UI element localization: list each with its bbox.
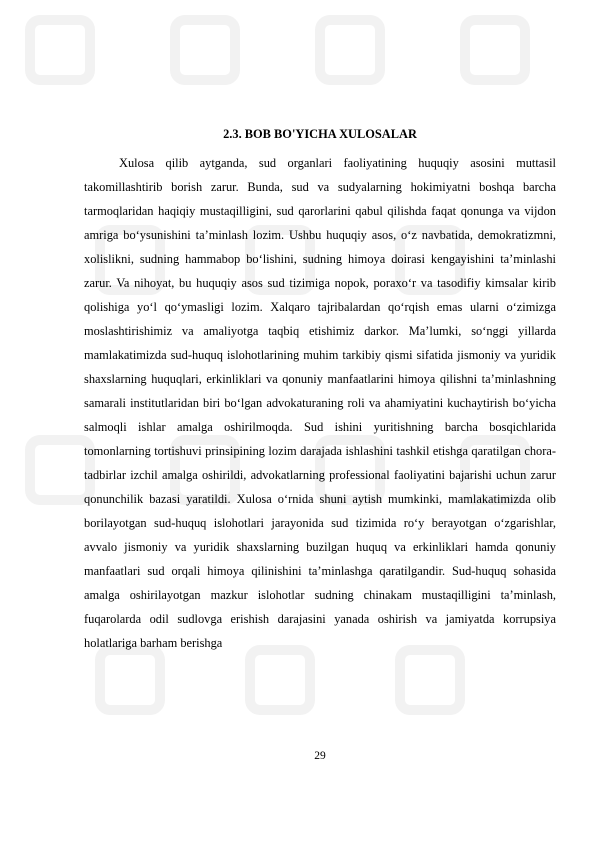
section-heading: 2.3. BOB BO'YICHA XULOSALAR: [223, 127, 417, 141]
page-number: 29: [314, 750, 326, 762]
body-paragraph: Xulosa qilib aytganda, sud organlari faoliyatining huquqiy asosini muttasil takomillashtirib borish zarur. Bunda, sud va sudyalarning hokimiyatni boshqa barcha tarmoqlaridan haqiqiy mustaqilligini, sud qarorlarini qabul qilishda faqat qonunga va vijdon amriga bo‘ysunishini ta’minlash lozim. Ushbu huquqiy asos, o‘z navbatida, demokratizmni, xolislikni, sudning hammabop bo‘lishini, sudning himoya doirasi kengayishini ta’minlashi zarur. Va nihoyat, bu huquqiy asos sud tizimiga nopok, poraxo‘r va tasodifiy kimsalar kirib qolishiga yo‘l qo‘ymasligi lozim. Xalqaro tajribalardan qo‘rqish emas ularni o‘zimizga moslashtirishimiz va amaliyotga taqbiq etishimiz darkor. Ma’lumki, so‘nggi yillarda mamlakatimizda sud-huquq islohotlarining muhim tarkibiy qismi sifatida jismoniy va yuridik shaxslarning huquqlari, erkinliklari va qonuniy manfaatlarini himoya qilishni ta’minlashning samarali institutlaridan biri bo‘lgan advokaturaning roli va ahamiyatini kuchaytirish bo‘yicha salmoqli ishlar amalga oshirilmoqda. Sud ishini yuritishning barcha bosqichlarida tomonlarning tortishuvi prinsipining lozim darajada ishlashini tashkil etishga qaratilgan chora-tadbirlar izchil amalga oshirildi, advokatlarning professional faoliyatini bajarishi uchun zarur qonunchilik bazasi yaratildi. Xulosa o‘rnida shuni aytish mumkinki, mamlakatimizda olib borilayotgan sud-huquq islohotlari jarayonida sud tizimida ro‘y berayotgan o‘zgarishlar, avvalo jismoniy va yuridik shaxslarning buzilgan huquq va erkinliklari hamda qonuniy manfaatlari sud orqali himoya qilinishini ta’minlashga qaratilgandir. Sud-huquq sohasida amalga oshirilayotgan mazkur islohotlar sudning chinakam mustaqilligini ta’minlash, fuqarolarda odil sudlovga erishish darajasini yanada oshirish va jamiyatda korrupsiya holatlariga barham berishga: [84, 156, 556, 650]
